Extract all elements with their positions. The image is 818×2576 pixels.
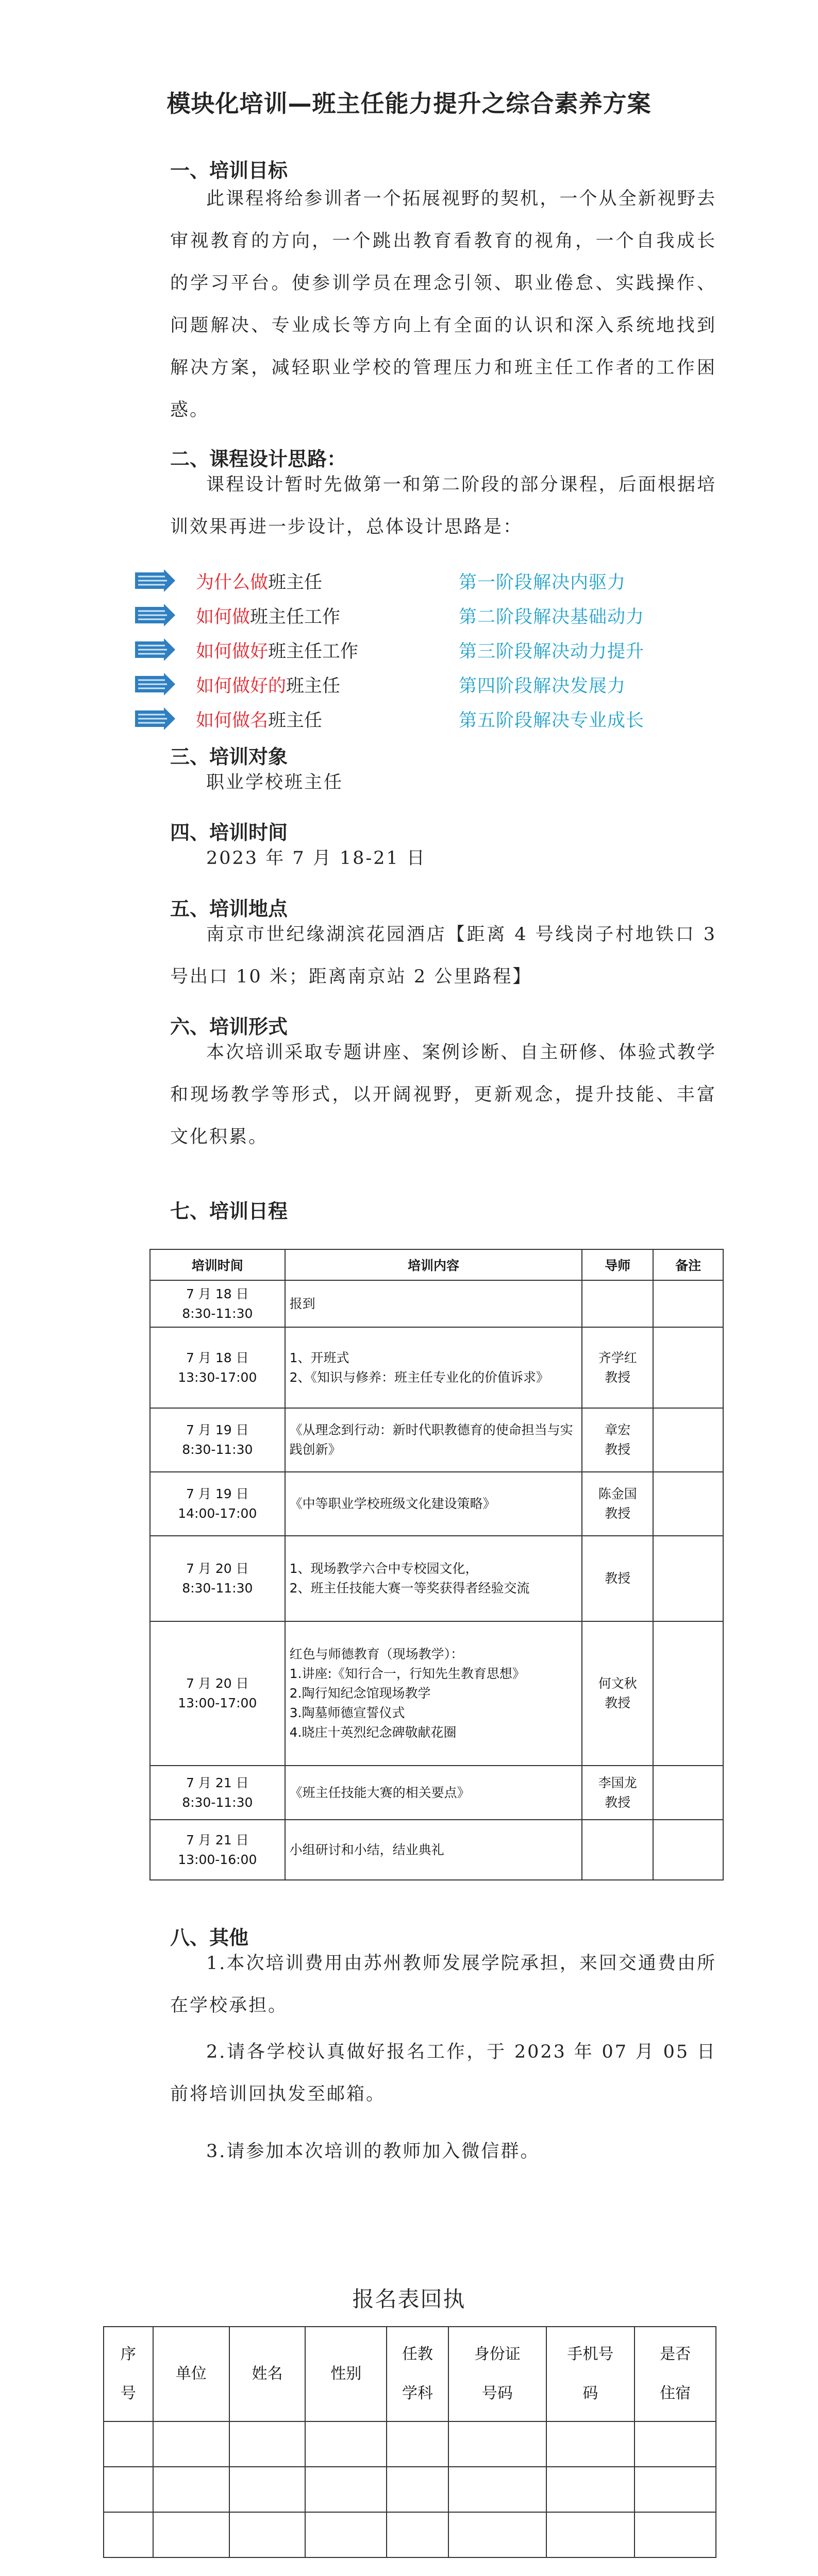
form-header-cell: 任教 学科 [387,2327,448,2421]
form-input-cell[interactable] [229,2512,306,2557]
form-input-cell[interactable] [387,2421,448,2467]
schedule-time-cell: 7 月 18 日 13:30-17:00 [150,1327,285,1408]
form-blank-row [104,2512,716,2557]
arrow-right-icon [134,604,176,626]
form-input-cell[interactable] [387,2467,448,2512]
stage-label: 第一阶段解决内驱力 [459,572,626,593]
stage-question: 如何做班主任工作 [196,607,341,628]
schedule-time-cell: 7 月 20 日 8:30-11:30 [150,1536,285,1621]
form-input-cell[interactable] [448,2467,546,2512]
schedule-tutor-cell: 李国龙 教授 [582,1766,653,1820]
form-input-cell[interactable] [153,2512,229,2557]
schedule-note-cell [653,1536,723,1621]
section-body-audience: 职业学校班主任 [206,772,344,793]
section-heading-format: 六、培训形式 [170,1015,288,1038]
stage-row [119,669,711,700]
schedule-tutor-cell: 章宏 教授 [582,1408,653,1472]
schedule-row [150,1472,723,1536]
section-heading-design: 二、课程设计思路： [170,448,347,470]
schedule-note-cell [653,1327,723,1408]
form-input-cell[interactable] [448,2512,546,2557]
section-heading-time: 四、培训时间 [170,821,288,844]
section-body-venue: 南京市世纪缘湖滨花园酒店【距离 4 号线岗子村地铁口 3 号出口 10 米；距离南京站 2 公里路程】 [170,924,716,987]
stage-question: 如何做好的班主任 [196,676,341,697]
schedule-table [149,1249,724,1880]
stage-row [119,565,711,596]
schedule-time-cell: 7 月 18 日 8:30-11:30 [150,1280,285,1327]
form-blank-row [104,2421,716,2467]
schedule-row [150,1621,723,1766]
schedule-tutor-cell: 何文秋 教授 [582,1621,653,1766]
schedule-content-cell: 《班主任技能大赛的相关要点》 [285,1766,582,1820]
form-input-cell[interactable] [305,2421,387,2467]
section-body-design: 课程设计暂时先做第一和第二阶段的部分课程，后面根据培训效果再进一步设计，总体设计思路是： [170,474,716,537]
schedule-content-cell: 小组研讨和小结，结业典礼 [285,1820,582,1880]
section-body-format: 本次培训采取专题讲座、案例诊断、自主研修、体验式教学和现场教学等形式，以开阔视野，更新观念，提升技能、丰富文化积累。 [170,1042,716,1147]
schedule-row [150,1280,723,1327]
other-item: 1.本次培训费用由苏州教师发展学院承担，来回交通费由所在学校承担。 [170,1953,716,2016]
stage-row [119,703,711,734]
schedule-header-cell: 备注 [653,1249,723,1280]
schedule-header-cell: 培训内容 [285,1249,582,1280]
form-input-cell[interactable] [546,2512,635,2557]
schedule-time-cell: 7 月 21 日 13:00-16:00 [150,1820,285,1880]
schedule-content-cell: 《中等职业学校班级文化建设策略》 [285,1472,582,1536]
schedule-time-cell: 7 月 20 日 13:00-17:00 [150,1621,285,1766]
schedule-time-cell: 7 月 19 日 14:00-17:00 [150,1472,285,1536]
form-input-cell[interactable] [546,2467,635,2512]
schedule-time-cell: 7 月 19 日 8:30-11:30 [150,1408,285,1472]
form-header-cell: 身份证 号码 [448,2327,546,2421]
form-input-cell[interactable] [635,2512,716,2557]
arrow-right-icon [134,569,176,592]
stage-question: 为什么做班主任 [196,572,323,593]
form-input-cell[interactable] [387,2512,448,2557]
form-header-cell: 单位 [153,2327,229,2421]
stage-label: 第二阶段解决基础动力 [459,607,645,628]
other-item: 3.请参加本次培训的教师加入微信群。 [206,2141,540,2162]
schedule-time-cell: 7 月 21 日 8:30-11:30 [150,1766,285,1820]
section-heading-schedule: 七、培训日程 [170,1200,288,1223]
schedule-content-cell: 1、开班式 2、《知识与修养：班主任专业化的价值诉求》 [285,1327,582,1408]
registration-form-table [103,2326,716,2558]
stage-question: 如何做好班主任工作 [196,641,359,662]
form-input-cell[interactable] [635,2467,716,2512]
form-header-cell: 是否 住宿 [635,2327,716,2421]
arrow-right-icon [134,673,176,696]
section-body-time: 2023 年 7 月 18-21 日 [206,848,426,869]
schedule-note-cell [653,1621,723,1766]
document-title: 模块化培训—班主任能力提升之综合素养方案 [166,90,652,117]
form-input-cell[interactable] [104,2512,153,2557]
form-input-cell[interactable] [153,2467,229,2512]
stage-label: 第四阶段解决发展力 [459,676,626,697]
schedule-note-cell [653,1408,723,1472]
schedule-content-cell: 报到 [285,1280,582,1327]
form-input-cell[interactable] [153,2421,229,2467]
form-input-cell[interactable] [546,2421,635,2467]
form-title: 报名表回执 [352,2286,466,2312]
arrow-right-icon [134,707,176,730]
stage-label: 第五阶段解决专业成长 [459,710,645,731]
schedule-content-cell: 红色与师德教育（现场教学）： 1.讲座:《知行合一，行知先生教育思想》 2.陶行知纪念馆现场教学 3.陶墓师德宣誓仪式 4.晓庄十英烈纪念碑敬献花圈 [285,1621,582,1766]
section-body-goal: 此课程将给参训者一个拓展视野的契机，一个从全新视野去审视教育的方向，一个跳出教育看教育的视角，一个自我成长的学习平台。使参训学员在理念引领、职业倦怠、实践操作、问题解决、专业成长等方向上有全面的认识和深入系统地找到解决方案，减轻职业学校的管理压力和班主任工作者的工作困惑。 [170,189,716,420]
section-heading-goal: 一、培训目标 [170,159,288,182]
stage-row [119,600,711,631]
schedule-row [150,1408,723,1472]
schedule-row [150,1766,723,1820]
schedule-content-cell: 1、现场教学六合中专校园文化， 2、班主任技能大赛一等奖获得者经验交流 [285,1536,582,1621]
schedule-row [150,1536,723,1621]
form-header-cell: 姓名 [229,2327,306,2421]
schedule-note-cell [653,1472,723,1536]
form-input-cell[interactable] [104,2467,153,2512]
schedule-header-cell: 培训时间 [150,1249,285,1280]
schedule-header-row [150,1249,723,1280]
schedule-tutor-cell: 陈金国 教授 [582,1472,653,1536]
form-header-cell: 性别 [305,2327,387,2421]
schedule-tutor-cell: 教授 [582,1536,653,1621]
schedule-row [150,1327,723,1408]
form-header-row [104,2327,716,2421]
form-input-cell[interactable] [305,2512,387,2557]
form-blank-row [104,2467,716,2512]
form-input-cell[interactable] [448,2421,546,2467]
schedule-note-cell [653,1280,723,1327]
schedule-note-cell [653,1820,723,1880]
schedule-note-cell [653,1766,723,1820]
stage-question: 如何做名班主任 [196,710,323,731]
schedule-tutor-cell: 齐学红 教授 [582,1327,653,1408]
section-heading-venue: 五、培训地点 [170,897,288,920]
form-input-cell[interactable] [229,2421,306,2467]
stage-row [119,634,711,665]
form-input-cell[interactable] [229,2467,306,2512]
schedule-tutor-cell [582,1280,653,1327]
schedule-row [150,1820,723,1880]
form-input-cell[interactable] [635,2421,716,2467]
section-heading-audience: 三、培训对象 [170,745,288,768]
schedule-tutor-cell [582,1820,653,1880]
other-item: 2.请各学校认真做好报名工作，于 2023 年 07 月 05 日前将培训回执发至邮箱。 [170,2042,716,2105]
stage-label: 第三阶段解决动力提升 [459,641,645,662]
form-header-cell: 序 号 [104,2327,153,2421]
form-input-cell[interactable] [305,2467,387,2512]
form-header-cell: 手机号 码 [546,2327,635,2421]
arrow-right-icon [134,638,176,661]
schedule-content-cell: 《从理念到行动：新时代职教德育的使命担当与实践创新》 [285,1408,582,1472]
section-heading-other: 八、其他 [170,1926,249,1949]
schedule-header-cell: 导师 [582,1249,653,1280]
form-input-cell[interactable] [104,2421,153,2467]
